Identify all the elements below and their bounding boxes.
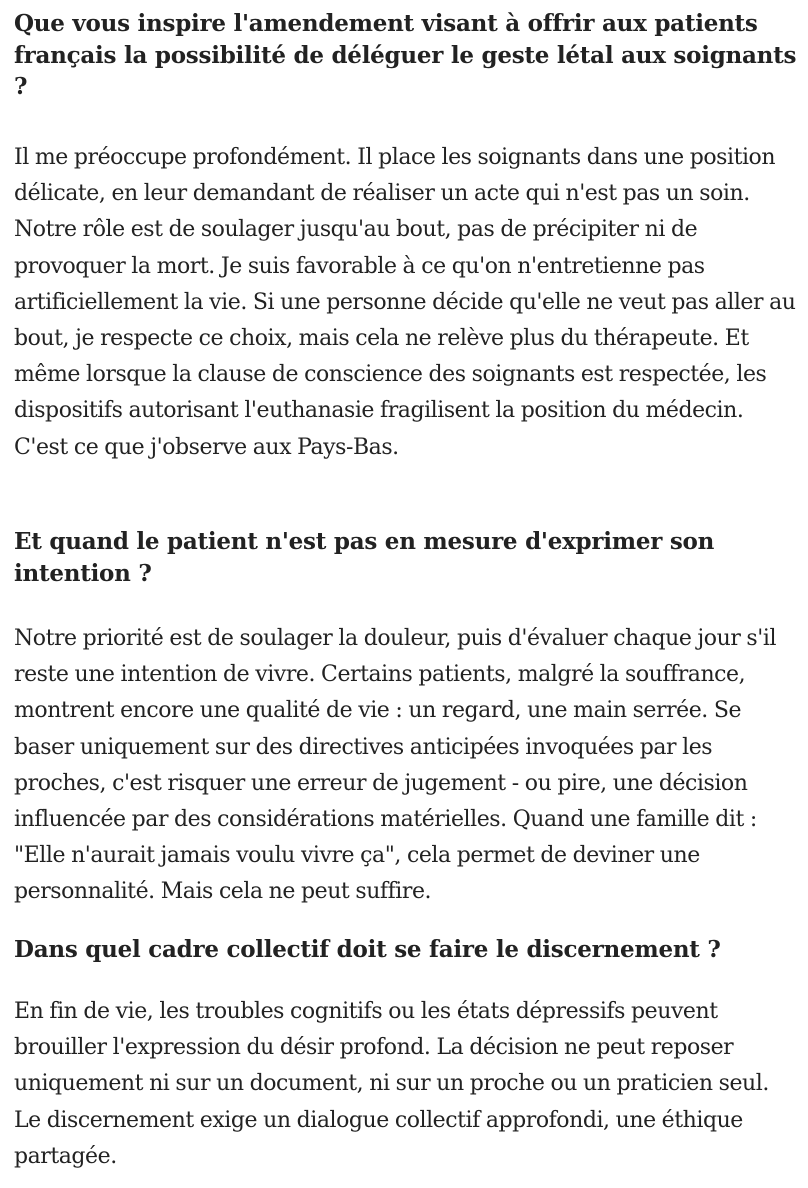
question-heading: Et quand le patient n'est pas en mesure d'exprimer son intention ? bbox=[14, 528, 715, 587]
question-heading: Que vous inspire l'amendement visant à offrir aux patients français la possibilité de déléguer le geste létal aux soignants ? bbox=[14, 10, 797, 100]
answer-paragraph: En fin de vie, les troubles cognitifs ou les états dépressifs peuvent brouiller l'expression du désir profond. La décision ne peut reposer uniquement ni sur un document, ni sur un proche ou un praticien seul. Le discernement exige un dialogue collectif approfondi, une éthique partagée. bbox=[14, 999, 769, 1169]
answer-paragraph: Notre priorité est de soulager la douleur, puis d'évaluer chaque jour s'il reste une intention de vivre. Certains patients, malgré la souffrance, montrent encore une qualité de vie : un regard, une main serrée. Se baser uniquement sur des directives anticipées invoquées par les proches, c'est risquer une erreur de jugement - ou pire, une décision influencée par des considérations matérielles. Quand une famille dit : "Elle n'aurait jamais voulu vivre ça", cela permet de deviner une personnalité. Mais cela ne peut suffire. bbox=[14, 626, 777, 905]
answer-paragraph: Il me préoccupe profondément. Il place les soignants dans une position délicate, en leur demandant de réaliser un acte qui n'est pas un soin. Notre rôle est de soulager jusqu'au bout, pas de précipiter ni de provoquer la mort. Je suis favorable à ce qu'on n'entretienne pas artificiellement la vie. Si une personne décide qu'elle ne veut pas aller au bout, je respecte ce choix, mais cela ne relève plus du thérapeute. Et même lorsque la clause de conscience des soignants est respectée, les dispositifs autorisant l'euthanasie fragilisent la position du médecin. C'est ce que j'observe aux Pays-Bas. bbox=[14, 145, 796, 460]
question-heading: Dans quel cadre collectif doit se faire le discernement ? bbox=[14, 936, 721, 963]
